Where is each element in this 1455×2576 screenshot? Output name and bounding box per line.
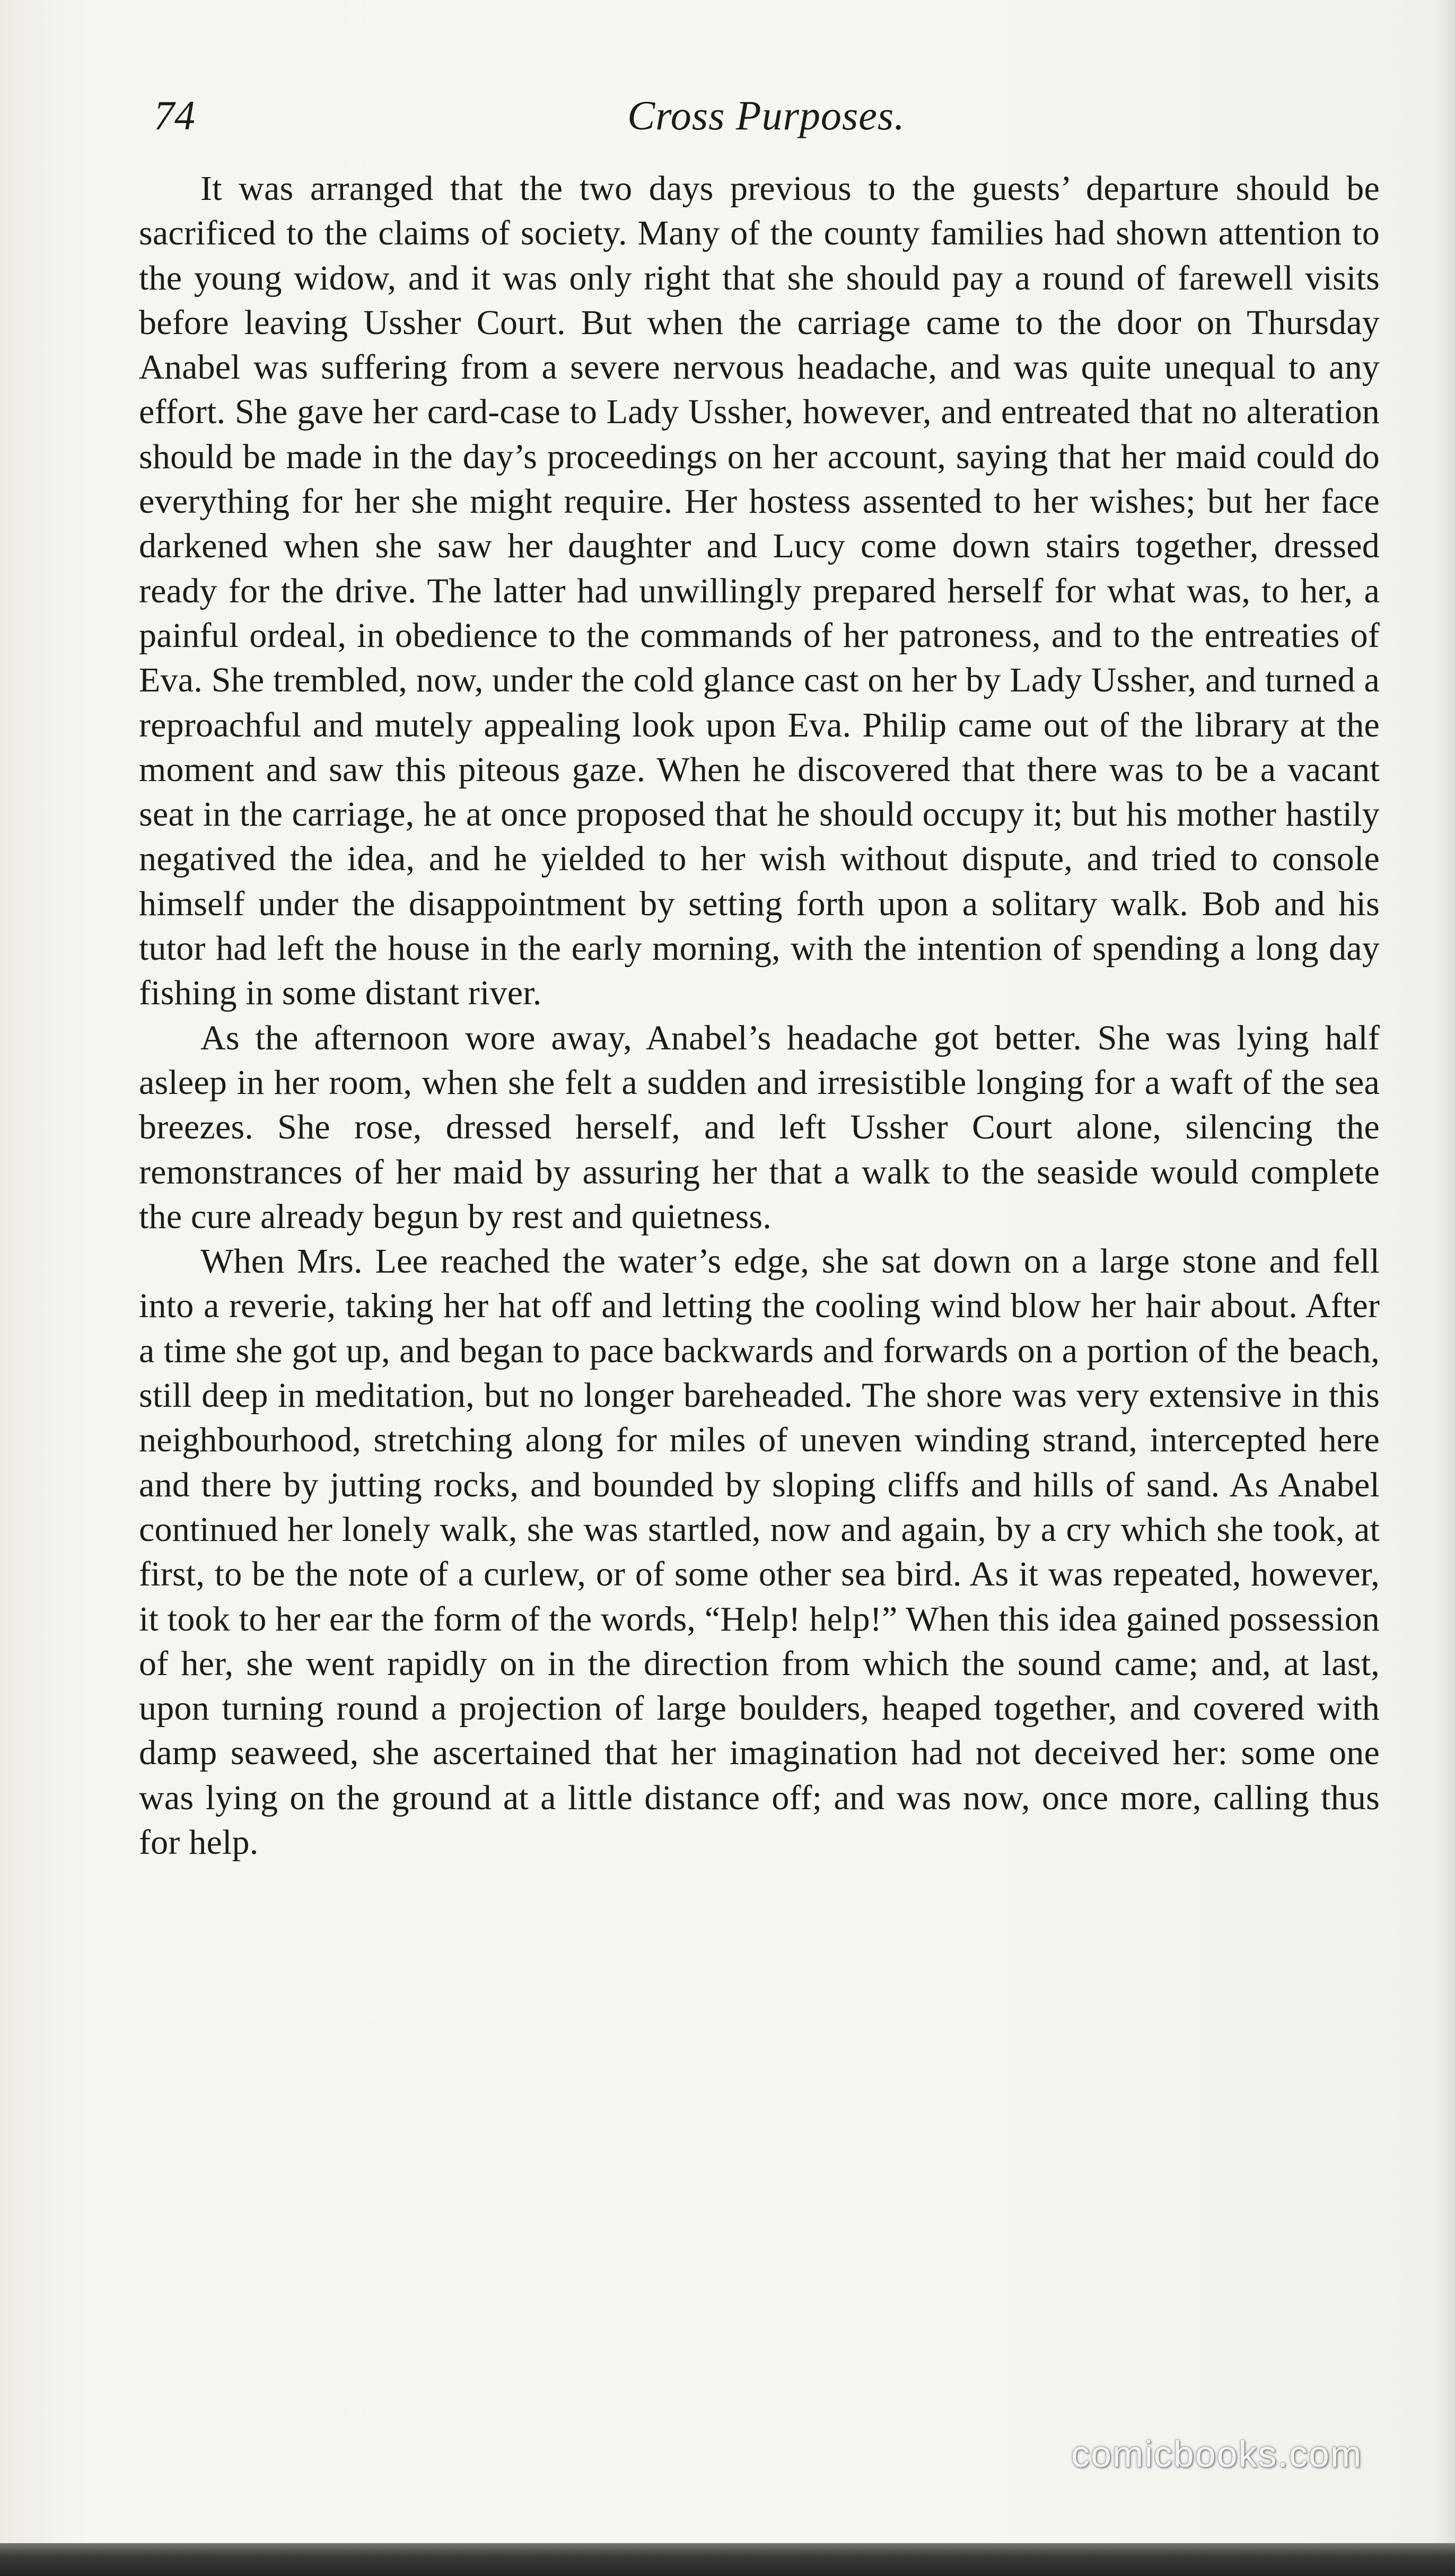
running-title: Cross Purposes.	[627, 92, 905, 138]
body-text	[139, 167, 1380, 1865]
paragraph: When Mrs. Lee reached the water’s edge, she sat down on a large stone and fell into a reverie, taking her hat off and letting the cooling wind blow her hair about. After a time she got up, and began to pace backwards and forwards on a portion of the beach, still deep in meditation, but no longer bareheaded. The shore was very extensive in this neighbourhood, stretching along for miles of uneven winding strand, intercepted here and there by jutting rocks, and bounded by sloping cliffs and hills of sand. As Anabel continued her lonely walk, she was startled, now and again, by a cry which she took, at first, to be the note of a curlew, or of some other sea bird. As it was repeated, however, it took to her ear the form of the words, “Help! help!” When this idea gained possession of her, she went rapidly on in the direction from which the sound came; and, at last, upon turning round a projection of large boulders, heaped together, and covered with damp seaweed, she ascertained that her imagination had not deceived her: some one was lying on the ground at a little distance off; and was now, once more, calling thus for help.	[139, 1242, 1380, 1862]
scan-bottom-edge	[0, 2543, 1455, 2576]
watermark-logo: comicbooks.com	[1071, 2433, 1363, 2475]
paragraph: As the afternoon wore away, Anabel’s headache got better. She was lying half asleep in her room, when she felt a sudden and irresistible longing for a waft of the sea breezes. She rose, dressed herself, and left Ussher Court alone, silencing the remonstrances of her maid by assuring her that a walk to the seaside would complete the cure already begun by rest and quietness.	[139, 1018, 1380, 1236]
page-number: 74	[154, 92, 195, 138]
paragraph: It was arranged that the two days previous to the guests’ departure should be sacrificed to the claims of society. Many of the county families had shown attention to the young widow, and it was only right that she should pay a round of farewell visits before leaving Ussher Court. But when the carriage came to the door on Thursday Anabel was suffering from a severe nervous headache, and was quite unequal to any effort. She gave her card-case to Lady Ussher, however, and entreated that no alteration should be made in the day’s proceedings on her account, saying that her maid could do everything for her she might require. Her hostess assented to her wishes; but her face darkened when she saw her daughter and Lucy come down stairs together, dressed ready for the drive. The latter had unwillingly prepared herself for what was, to her, a painful ordeal, in obedience to the commands of her patroness, and to the entreaties of Eva. She trembled, now, under the cold glance cast on her by Lady Ussher, and turned a reproachful and mutely appealing look upon Eva. Philip came out of the library at the moment and saw this piteous gaze. When he discovered that there was to be a vacant seat in the carriage, he at once proposed that he should occupy it; but his mother hastily negatived the idea, and he yielded to her wish without dispute, and tried to console himself under the disappointment by setting forth upon a solitary walk. Bob and his tutor had left the house in the early morning, with the intention of spending a long day fishing in some distant river.	[139, 169, 1380, 1013]
page-header	[154, 89, 1379, 142]
page-edge-shadow	[1434, 0, 1455, 2576]
